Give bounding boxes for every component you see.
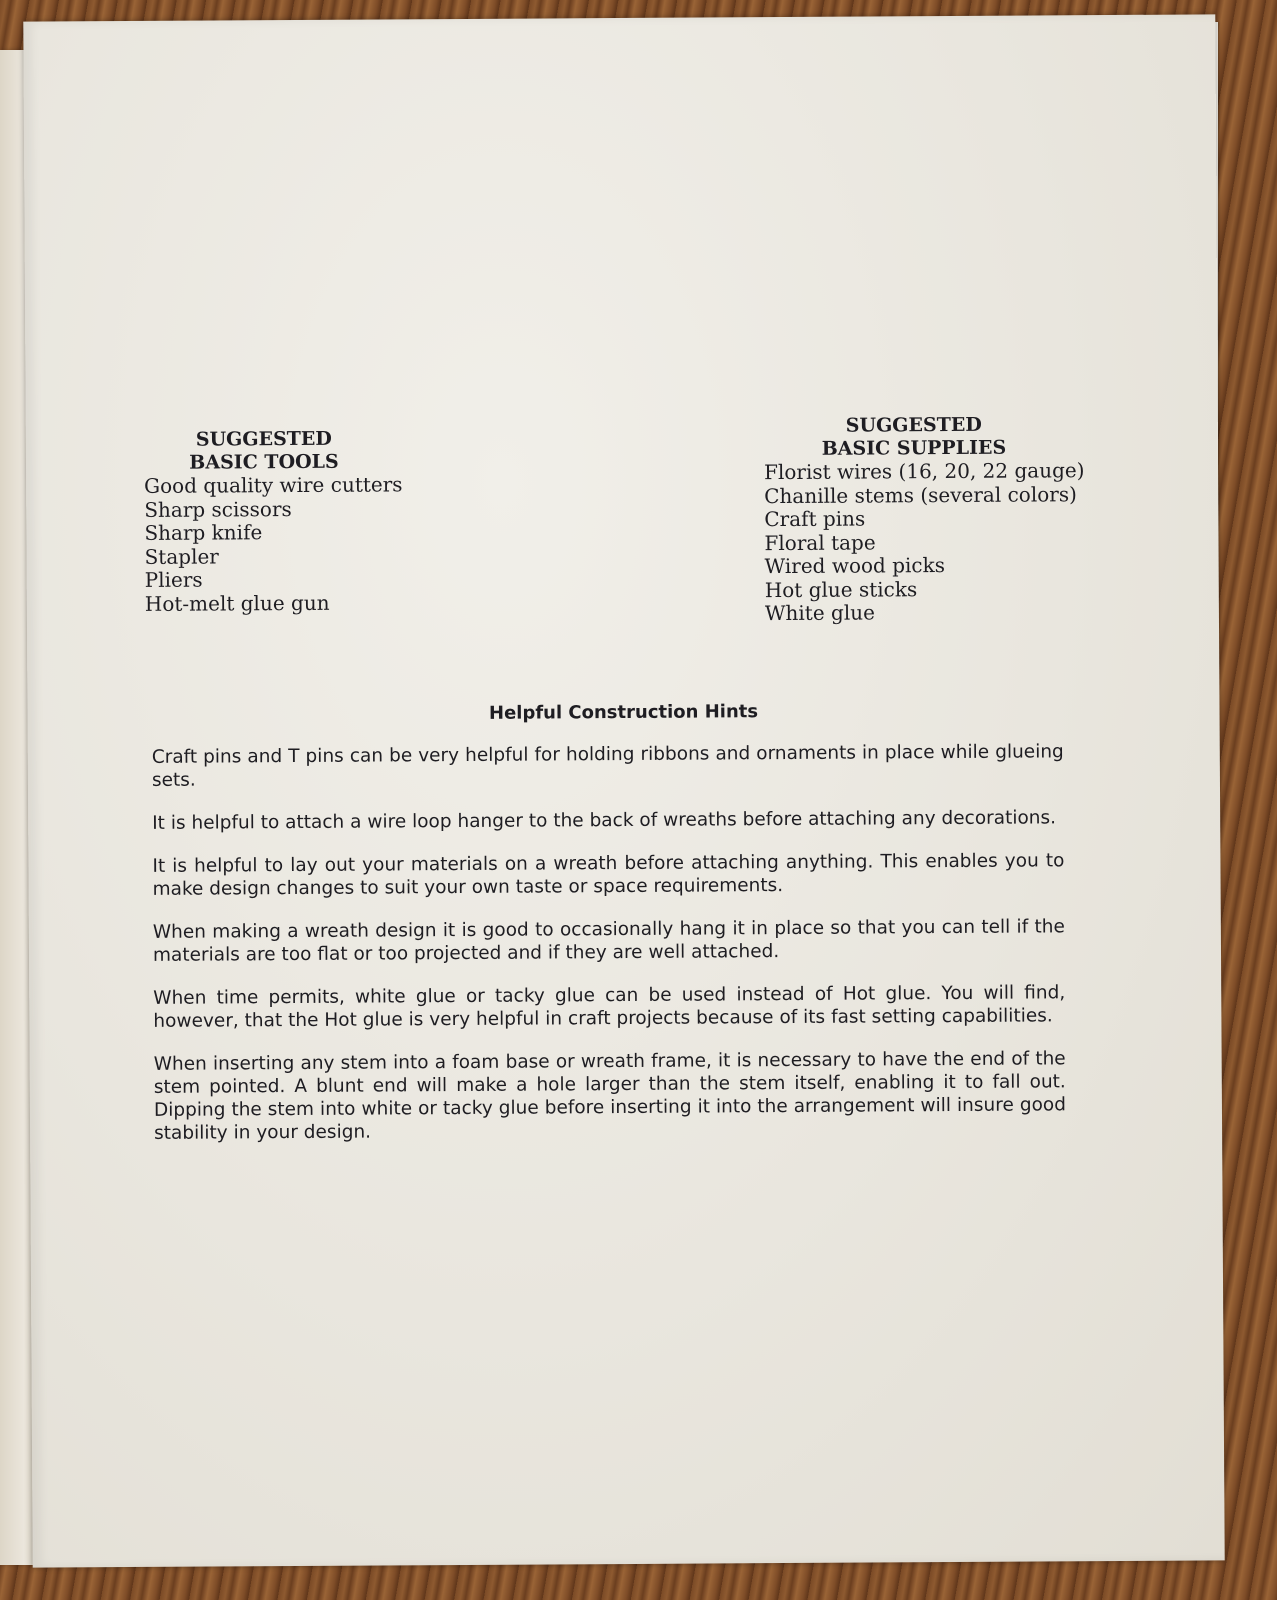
supplies-title <box>764 413 1064 461</box>
hint-paragraph: It is helpful to attach a wire loop hanger to the back of wreaths before attaching any decorations. <box>152 807 1057 834</box>
basic-tools-list <box>144 427 445 616</box>
hints-title: Helpful Construction Hints <box>488 701 759 724</box>
booklet-page <box>23 14 1224 1567</box>
tool-item: Pliers <box>144 567 203 592</box>
supply-item: Hot glue sticks <box>764 576 918 602</box>
tools-title <box>144 427 384 474</box>
tools-title-line1: SUGGESTED <box>195 427 332 451</box>
supply-item: Chanille stems (several colors) <box>764 481 1077 508</box>
tool-item: Good quality wire cutters <box>144 472 403 498</box>
hint-paragraph: When time permits, white glue or tacky glue can be used instead of Hot glue. You will find, however, that the Hot glue is very helpful in craft projects because of its fast setting capabilities. <box>153 982 1066 1032</box>
tools-title-line2: BASIC TOOLS <box>189 450 339 474</box>
supply-item: Florist wires (16, 20, 22 gauge) <box>763 458 1085 485</box>
basic-supplies-list <box>764 413 1085 625</box>
supplies-title-line2: BASIC SUPPLIES <box>821 436 1007 460</box>
hint-paragraph: When inserting any stem into a foam base or wreath frame, it is necessary to have the end of the stem pointed. A blunt end will make a hole larger than the stem itself, enabling it to fall out. Dipping the stem into white or tacky glue before inserting it into the arrangement will insure good stability in your design. <box>153 1048 1066 1144</box>
tool-item: Hot-melt glue gun <box>144 590 330 616</box>
supply-item: Craft pins <box>764 506 866 532</box>
hint-paragraph: When making a wreath design it is good to occasionally hang it in place so that you can tell if the materials are too flat or too projected and if they are well attached. <box>152 916 1065 966</box>
hint-paragraph: Craft pins and T pins can be very helpful for holding ribbons and ornaments in place while glueing sets. <box>151 741 1064 791</box>
supply-item: Floral tape <box>764 529 876 555</box>
hints-section <box>152 740 1067 1165</box>
tool-item: Sharp knife <box>144 520 263 545</box>
tool-item: Sharp scissors <box>144 496 292 522</box>
supply-item: Wired wood picks <box>764 553 946 579</box>
tool-item: Stapler <box>144 543 219 569</box>
hint-paragraph: It is helpful to lay out your materials on a wreath before attaching anything. This enables you to make design changes to suit your own taste or space requirements. <box>152 850 1065 900</box>
supply-item: White glue <box>764 600 875 626</box>
supplies-title-line1: SUGGESTED <box>845 413 982 437</box>
